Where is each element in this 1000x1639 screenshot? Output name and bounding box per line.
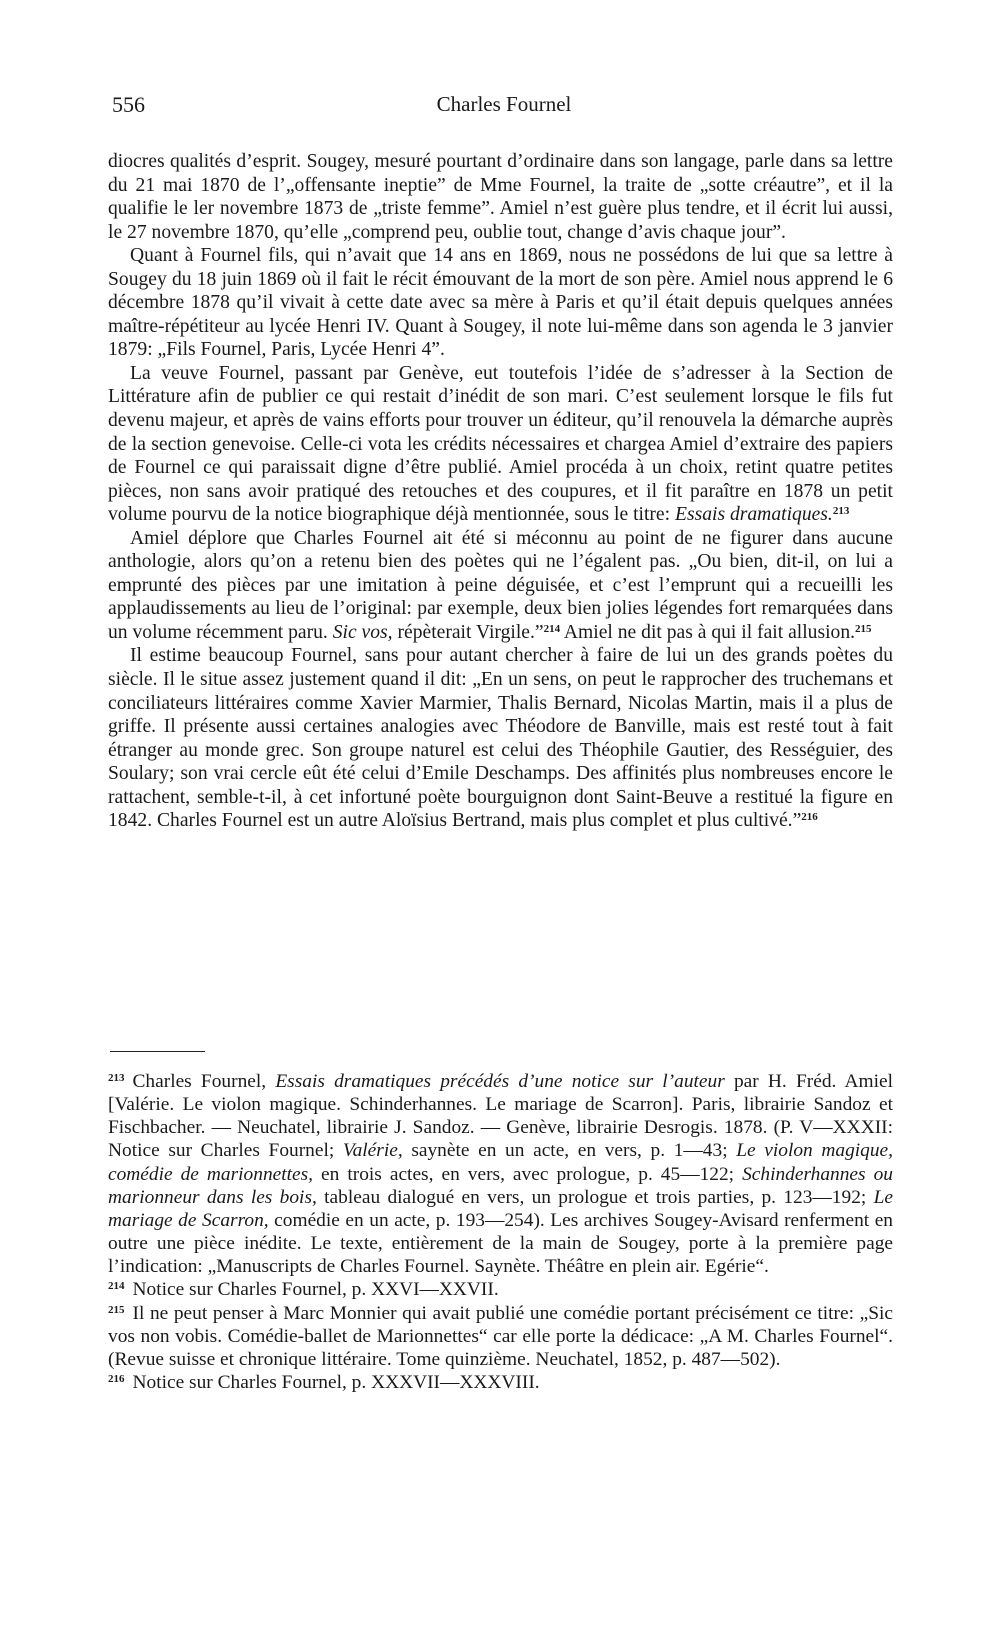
paragraph [108, 150, 893, 244]
footnote-separator [110, 1051, 205, 1052]
footnotes [108, 1070, 893, 1394]
footnote-number: 215 [108, 1303, 125, 1316]
text-run: comédie en un acte, p. 193—254). Les archives Sougey-Avisard renferment en outre une pièce inédite. Le texte, entièrement de la main de Sougey, porte à la première page l’indication: „Manuscripts de Charles Fournel. Saynète. Théâtre en plein air. Egérie“. [108, 1209, 894, 1278]
paragraph [108, 244, 893, 362]
text-run: diocres qualités d’esprit. Sougey, mesuré pourtant d’ordinaire dans son langage, parle dans sa lettre du 21 mai 1870 de l’„offensante ineptie” de Mme Fournel, la traite de „sotte créautre”, et il la qualifie le ler novembre 1873 de „triste femme”. Amiel n’est guère plus tendre, et il écrit lui aussi, le 27 novembre 1870, qu’elle „comprend peu, oublie tout, change d’avis chaque jour”. [108, 151, 893, 243]
text-run: saynète en un acte, en vers, p. 1—43; [402, 1140, 737, 1162]
footnote-number: 214 [108, 1280, 125, 1293]
footnote-reference: 214 [543, 622, 561, 635]
footnote-number: 213 [108, 1072, 125, 1084]
italic-text: Valérie, [342, 1140, 403, 1162]
running-title: Charles Fournel [436, 92, 572, 116]
text-run: Il estime beaucoup Fournel, sans pour autant chercher à faire de lui un des grands poètes du siècle. Il le situe assez justement quand il dit: „En un sens, on peut le rapprocher des truchemans et conciliateurs littéraires comme Xavier Marmier, Thalis Bernard, Nicolas Martin, mais il a plus de griffe. Il présente aussi certaines analogies avec Théodore de Banville, mais est resté tout à fait étranger au monde grec. Son groupe naturel est celui des Théophile Gautier, des Rességuier, des Soulary; son vrai cercle eût été celui d’Emile Deschamps. Des affinités plus nombreuses encore le rattachent, semble-t-il, à cet infortuné poète bourguignon dont Saint-Beuve a restitué la figure en 1842. Charles Fournel est un autre Aloïsius Bertrand, mais plus complet et plus cultivé.” [108, 645, 893, 832]
paragraph [108, 527, 893, 645]
footnote-reference: 215 [855, 622, 872, 635]
text-run: Amiel déplore que Charles Fournel ait été si méconnu au point de ne figurer dans aucune anthologie, alors qu’on a retenu bien des poètes qui ne l’égalent pas. „Ou bien, dit-il, on lui a emprunté des pièces par une imitation à peine déguisée, et c’est l’emprunt qui a recueilli les applaudissements au lieu de l’original: par exemple, deux bien jolies légendes fort remarquées dans un volume récemment paru. [108, 527, 893, 643]
text-run: Il ne peut penser à Marc Monnier qui avait publié une comédie portant précisément ce titre: „Sic vos non vobis. Comédie-ballet de Marionnettes“ car elle porte la dédicace: „A M. Charles Fournel“. (Revue suisse et chronique littéraire. Tome quinzième. Neuchatel, 1852, p. 487—502). [108, 1302, 893, 1370]
text-run: Quant à Fournel fils, qui n’avait que 14 ans en 1869, nous ne possédons de lui que sa lettre à Sougey du 18 juin 1869 où il fait le récit émouvant de la mort de son père. Amiel nous apprend le 6 décembre 1878 qu’il vivait à cette date avec sa mère à Paris et qu’il était depuis quelques années maître-répétiteur au lycée Henri IV. Quant à Sougey, il note lui-même dans son agenda le 3 janvier 1879: „Fils Fournel, Paris, Lycée Henri 4”. [108, 245, 893, 361]
footnote-reference: 216 [801, 811, 818, 824]
page-number: 556 [112, 92, 145, 117]
italic-text: Le mariage de Scarron, [108, 1186, 893, 1231]
italic-text: Le violon magique, comédie de marionnettes, [108, 1140, 894, 1185]
italic-text: Schinderhannes ou marionneur dans les bois, [108, 1163, 893, 1208]
paragraph [108, 362, 893, 527]
footnote [108, 1371, 893, 1394]
text-run: en trois actes, en vers, avec prologue, p. 45—122; [313, 1163, 743, 1185]
text-run: Notice sur Charles Fournel, p. XXXVII—XXXVIII. [132, 1372, 540, 1394]
footnote-number: 216 [108, 1373, 125, 1386]
text-run: Amiel ne dit pas à qui il fait allusion. [560, 621, 856, 643]
page-header [112, 92, 896, 126]
footnote [108, 1278, 893, 1301]
text-run: Charles Fournel, [132, 1071, 276, 1092]
italic-text: Sic vos, [332, 621, 393, 643]
paragraph [108, 644, 893, 832]
footnote-reference: 213 [832, 505, 850, 518]
italic-text: Essais dramatiques. [674, 504, 833, 526]
text-run: par H. Fréd. Amiel [Valérie. Le violon magique. Schinderhannes. Le mariage de Scarron]. Paris, librairie Sandoz et Fischbacher. — Neuchatel, librairie J. Sandoz. — Genève, librairie Desrogis. 1878. (P. V—XXXII: Notice sur Charles Fournel; [108, 1071, 893, 1162]
footnote [108, 1302, 893, 1371]
italic-text: Essais dramatiques précédés d’une notice sur l’auteur [275, 1071, 725, 1092]
body-text [108, 150, 893, 833]
text-run: tableau dialogué en vers, un prologue et trois parties, p. 123—192; [316, 1186, 874, 1208]
text-run: répèterait Virgile.” [392, 621, 544, 643]
text-run: La veuve Fournel, passant par Genève, eut toutefois l’idée de s’adresser à la Section de Littérature afin de publier ce qui restait d’inédit de son mari. C’est seulement lorsque le fils fut devenu majeur, et après de vains efforts pour trouver un éditeur, qu’il renouvela la démarche auprès de la section genevoise. Celle-ci vota les crédits nécessaires et chargea Amiel d’extraire des papiers de Fournel ce qui paraissait digne d’être publié. Amiel procéda à un choix, retint quatre petites pièces, non sans avoir pratiqué des retouches et des coupures, et il fit paraître en 1878 un petit volume pourvu de la notice biographique déjà mentionnée, sous le titre: [108, 362, 893, 526]
footnote [108, 1070, 893, 1278]
text-run: Notice sur Charles Fournel, p. XXVI—XXVII. [132, 1279, 499, 1301]
